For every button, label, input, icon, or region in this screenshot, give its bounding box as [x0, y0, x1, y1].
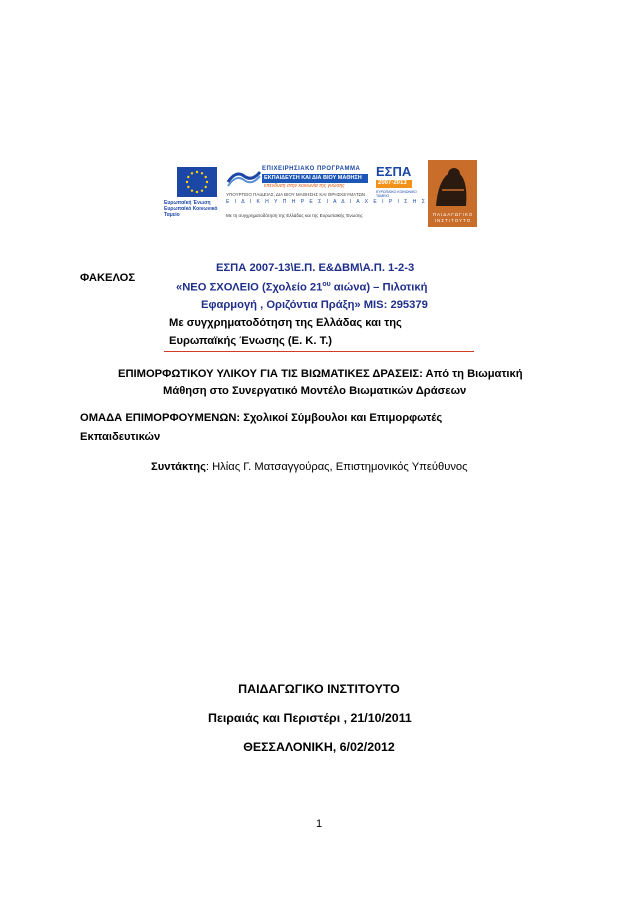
city-date-line: ΘΕΣΣΑΛΟΝΙΚΗ, 6/02/2012	[243, 740, 395, 754]
project-title-part1: «ΝΕΟ ΣΧΟΛΕΙΟ (Σχολείο 21	[176, 281, 323, 294]
athena-figure-icon	[428, 160, 477, 210]
eu-flag-icon	[177, 167, 217, 197]
trainee-group-value: : Σχολικοί Σύμβουλοι και Επιμορφωτές	[236, 412, 443, 424]
eu-logo-text: Ευρωπαϊκή Ένωση Ευρωπαϊκό Κοινωνικό Ταμείο	[164, 200, 218, 218]
espa-logo-years: 2007-2013	[378, 180, 407, 186]
espa-logo-subtext: ΕΥΡΩΠΑΪΚΟ ΚΟΙΝΩΝΙΚΟ ΤΑΜΕΙΟ	[376, 190, 417, 198]
trainee-group-value-continued: Εκπαιδευτικών	[80, 431, 161, 443]
special-service-text: Ε Ι Δ Ι Κ Η Υ Π Η Ρ Ε Σ Ι Α Δ Ι Α Χ Ε Ι Ρ Ι Σ Η Σ	[226, 199, 427, 205]
institute-name: ΠΑΙΔΑΓΩΓΙΚΟ ΙΝΣΤΙΤΟΥΤΟ	[238, 682, 400, 696]
pedagogical-institute-logo-text: ΠΑΙΔΑΓΩΓΙΚΟ ΙΝΣΤΙΤΟΥΤΟ	[432, 212, 474, 223]
document-title-line-1: ΕΠΙΜΟΡΦΩΤΙΚΟΥ ΥΛΙΚΟΥ ΓΙΑ ΤΙΣ ΒΙΩΜΑΤΙΚΕΣ ΔΡΑΣΕΙΣ: Από τη Βιωματική	[118, 368, 523, 380]
trainee-group-label: ΟΜΑΔΑ ΕΠΙΜΟΡΦΟΥΜΕΝΩΝ	[80, 412, 237, 424]
espa-code-line: ΕΣΠΑ 2007-13\Ε.Π. Ε&ΔΒΜ\Α.Π. 1-2-3	[216, 262, 415, 274]
folder-label: ΦΑΚΕΛΟΣ	[80, 272, 136, 284]
author-label: Συντάκτης	[151, 461, 206, 473]
trainee-group-line	[80, 412, 442, 424]
op-logo-slogan: επένδυση στην κοινωνία της γνώσης	[264, 183, 345, 189]
cofunding-line-2: Ευρωπαϊκής Ένωσης (Ε. Κ. Τ.)	[169, 335, 333, 347]
page-number: 1	[315, 818, 323, 830]
cofunding-line-1: Με συγχρηματοδότηση της Ελλάδας και της	[169, 317, 402, 329]
project-title-line	[176, 281, 427, 294]
ministry-text: ΥΠΟΥΡΓΕΙΟ ΠΑΙΔΕΙΑΣ, ΔΙΑ ΒΙΟΥ ΜΑΘΗΣΗΣ ΚΑΙ ΘΡΗΣΚΕΥΜΑΤΩΝ	[226, 192, 366, 197]
op-logo-title: ΕΠΙΧΕΙΡΗΣΙΑΚΟ ΠΡΟΓΡΑΜΜΑ	[262, 166, 361, 172]
header-divider	[164, 351, 474, 352]
op-logo-subtitle: ΕΚΠΑΙΔΕΥΣΗ ΚΑΙ ΔΙΑ ΒΙΟΥ ΜΑΘΗΣΗ	[264, 175, 362, 181]
document-title-line-2: Μάθηση στο Συνεργατικό Μοντέλο Βιωματικών Δράσεων	[163, 385, 467, 397]
project-title-part2: αιώνα) – Πιλοτική	[330, 281, 428, 294]
logo-cofunding-text: Με τη συγχρηματοδότηση της Ελλάδας και της Ευρωπαϊκής Ένωσης	[226, 213, 363, 218]
author-value: : Ηλίας Γ. Ματσαγγούρας, Επιστημονικός Υπεύθυνος	[205, 461, 468, 473]
author-line	[151, 461, 468, 473]
century-superscript: ου	[322, 281, 331, 288]
project-mis-line: Εφαρμογή , Οριζόντια Πράξη» MIS: 295379	[201, 299, 428, 311]
espa-logo-word: ΕΣΠΑ	[376, 164, 412, 179]
education-program-emblem-icon	[226, 166, 266, 188]
location-date-line: Πειραιάς και Περιστέρι , 21/10/2011	[208, 711, 412, 725]
